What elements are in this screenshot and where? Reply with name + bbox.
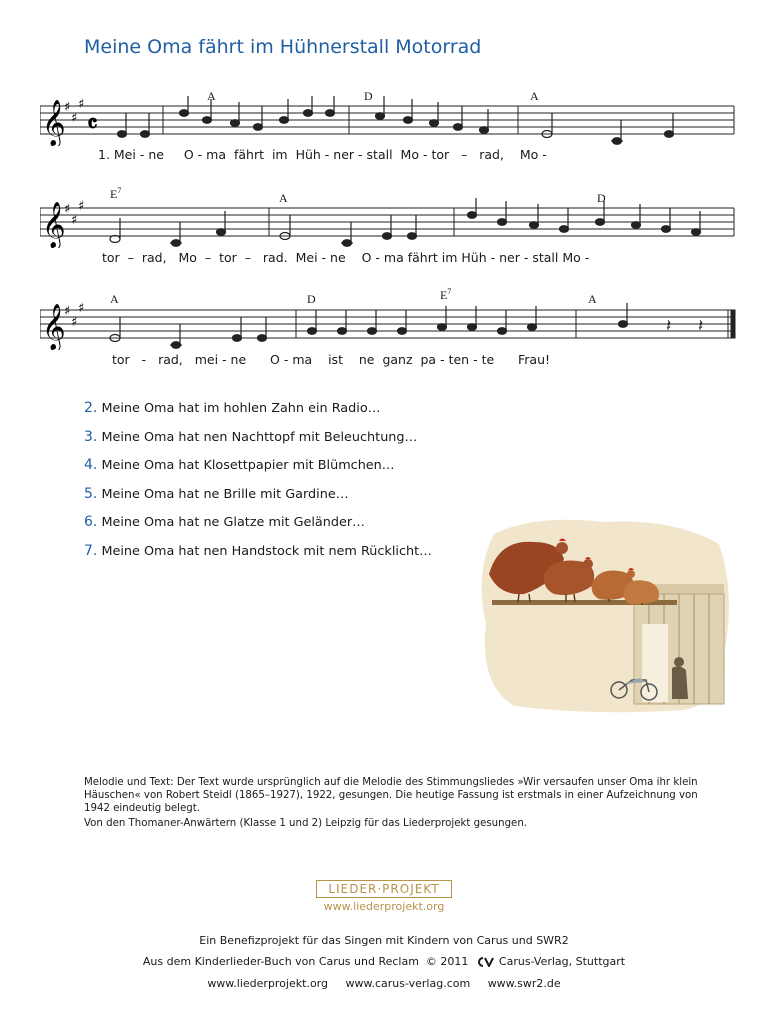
- svg-text:♯: ♯: [71, 111, 78, 126]
- logo-label: LIEDER·PROJEKT: [316, 880, 452, 898]
- link-liederprojekt[interactable]: www.liederprojekt.org: [207, 977, 328, 990]
- source-notes: [84, 776, 724, 832]
- svg-text:♯: ♯: [71, 315, 78, 330]
- svg-text:𝄽: 𝄽: [698, 316, 704, 336]
- chord-symbol: $E^7$: [440, 287, 452, 302]
- music-staff: [40, 198, 740, 248]
- chickens-illustration: [474, 514, 734, 714]
- chord-symbol: A: [530, 89, 539, 103]
- key-signature: [64, 301, 84, 330]
- verse-item: 6. Meine Oma hat ne Glatze mit Geländer…: [84, 514, 365, 530]
- chord-symbol: A: [279, 191, 288, 205]
- svg-text:♯: ♯: [78, 97, 85, 112]
- lyrics-line-1: 1. Mei - ne O - ma fährt im Hüh - ner - stall Mo - tor – rad, Mo -: [98, 147, 547, 162]
- note-paragraph: Melodie und Text: Der Text wurde ursprünglich auf die Melodie des Stimmungsliedes »Wir versaufen unser Oma ihr klein Häuschen« von Robert Steidl (1865–1927), 1922, gesungen. Die heutige Fassung ist erstmals in einer Aufzeichnung von 1942 eindeutig belegt.: [84, 777, 698, 814]
- svg-text:♯: ♯: [64, 304, 71, 319]
- chord-symbol: $E^7$: [110, 186, 122, 201]
- carus-logo-icon: [475, 957, 495, 967]
- verse-item: 7. Meine Oma hat nen Handstock mit nem Rücklicht…: [84, 542, 432, 559]
- chord-symbol: A: [110, 292, 119, 306]
- verse-item: 5. Meine Oma hat ne Brille mit Gardine…: [84, 485, 349, 502]
- music-staff: [40, 300, 740, 350]
- liederprojekt-logo[interactable]: [316, 880, 452, 913]
- verse-item: 2. Meine Oma hat im hohlen Zahn ein Radio…: [84, 400, 381, 416]
- lyrics-line-3: tor - rad, mei - ne O - ma ist ne ganz pa - ten - te Frau!: [112, 352, 551, 367]
- treble-clef-icon: 𝄞: [42, 100, 66, 146]
- music-staff: [40, 96, 740, 146]
- treble-clef-icon: 𝄞: [42, 304, 66, 350]
- svg-text:♯: ♯: [71, 213, 78, 228]
- chord-symbol: D: [307, 292, 316, 306]
- footer-links: [84, 977, 684, 990]
- footer-line-2: Aus dem Kinderlieder-Buch von Carus und Reclam © 2011 Carus-Verlag, Stuttgart: [142, 955, 626, 968]
- key-signature: [64, 199, 84, 228]
- time-signature: 𝄴: [87, 109, 98, 138]
- chord-symbol: D: [597, 191, 606, 205]
- treble-clef-icon: 𝄞: [42, 202, 66, 248]
- lyrics-line-2: tor – rad, Mo – tor – rad. Mei - ne O - ma fährt im Hüh - ner - stall Mo -: [102, 250, 590, 265]
- svg-text:𝄽: 𝄽: [666, 316, 672, 336]
- svg-text:♯: ♯: [78, 301, 85, 316]
- verse-item: 3. Meine Oma hat nen Nachttopf mit Beleuchtung…: [84, 428, 418, 445]
- svg-text:♯: ♯: [78, 199, 85, 214]
- link-swr2[interactable]: www.swr2.de: [487, 977, 561, 990]
- song-title: Meine Oma fährt im Hühnerstall Motorrad: [84, 36, 482, 58]
- verse-item: 4. Meine Oma hat Klosettpapier mit Blümchen…: [84, 457, 395, 473]
- chord-symbol: A: [207, 89, 216, 103]
- svg-text:♯: ♯: [64, 202, 71, 217]
- chord-symbol: A: [588, 292, 597, 306]
- note-paragraph: Von den Thomaner-Anwärtern (Klasse 1 und 2) Leipzig für das Liederprojekt gesungen.: [84, 818, 528, 829]
- svg-text:♯: ♯: [64, 100, 71, 115]
- logo-url[interactable]: www.liederprojekt.org: [323, 900, 445, 913]
- rest-icons: [666, 316, 703, 336]
- footer-line-1: Ein Benefizprojekt für das Singen mit Kindern von Carus und SWR2: [199, 934, 569, 947]
- link-carus-verlag[interactable]: www.carus-verlag.com: [345, 977, 471, 990]
- verse-list: [84, 400, 432, 571]
- chord-symbol: D: [364, 89, 373, 103]
- key-signature: [64, 97, 84, 126]
